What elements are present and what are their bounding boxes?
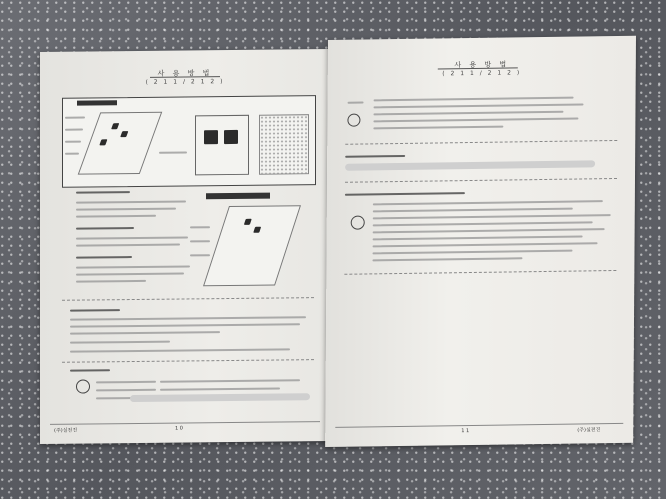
device-button — [99, 139, 107, 145]
section-divider — [62, 359, 314, 363]
text-line — [76, 215, 156, 218]
figure-panel-top — [62, 95, 316, 188]
section-divider — [344, 270, 616, 275]
text-line — [160, 379, 300, 382]
section-divider — [62, 297, 314, 301]
text-line — [373, 200, 603, 205]
text-line — [76, 208, 176, 211]
device-illustration-2 — [203, 205, 301, 286]
text-line — [76, 236, 188, 239]
note-pill — [345, 160, 595, 170]
right-page-subtitle: ( 2 1 1 / 2 1 2 ) — [442, 69, 522, 78]
text-line — [373, 208, 573, 213]
right-footer-brand: (주)실전진 — [577, 427, 601, 434]
section-divider — [345, 140, 617, 145]
left-page-title: 사 용 방 법 — [157, 69, 213, 78]
figure-2-tag — [206, 193, 270, 200]
callout-label — [190, 254, 210, 256]
left-page-number: 1 0 — [175, 425, 183, 432]
right-page-title: 사 용 방 법 — [454, 60, 510, 70]
closeup-button-left — [204, 130, 218, 144]
callout-label — [190, 226, 210, 228]
right-page — [325, 36, 636, 447]
list-label — [96, 389, 156, 392]
right-page-number: 1 1 — [461, 428, 470, 435]
text-line — [373, 126, 503, 130]
text-line — [373, 242, 598, 247]
device-button — [244, 219, 252, 225]
block-3-title — [345, 192, 465, 196]
text-line — [70, 341, 170, 344]
left-page-subtitle: ( 2 1 1 / 2 1 2 ) — [145, 78, 225, 86]
device-button — [253, 227, 261, 233]
callout-label — [65, 153, 79, 155]
block-label — [348, 102, 364, 104]
no-power-icon — [351, 215, 365, 229]
section-3-title — [76, 256, 132, 259]
text-line — [70, 348, 290, 352]
text-line — [373, 221, 593, 226]
text-line — [373, 214, 611, 219]
device-illustration — [78, 112, 163, 175]
text-line — [76, 200, 186, 203]
text-line — [70, 316, 306, 320]
callout-label — [159, 151, 187, 153]
text-line — [374, 97, 574, 102]
text-line — [373, 235, 583, 240]
text-line — [373, 228, 605, 233]
section-4-title — [70, 309, 120, 312]
face-icon — [347, 114, 360, 127]
section-2-title — [76, 227, 134, 230]
callout-label — [65, 129, 83, 131]
text-line — [76, 280, 146, 283]
clock-icon — [76, 379, 90, 393]
callout-label — [65, 141, 81, 143]
text-line — [160, 387, 280, 390]
block-2-title — [345, 155, 405, 158]
figure-tag — [77, 100, 117, 105]
text-line — [373, 118, 578, 123]
device-button — [120, 131, 128, 137]
callout-label — [190, 240, 210, 242]
footer-rule — [50, 421, 320, 425]
text-line — [372, 257, 522, 261]
section-1-title — [76, 191, 130, 194]
text-line — [76, 272, 184, 275]
callout-label — [65, 117, 85, 119]
text-line — [76, 265, 190, 268]
section-divider — [345, 178, 617, 183]
text-line — [372, 250, 572, 255]
left-footer-brand: (주)실전진 — [54, 427, 78, 434]
text-line — [373, 111, 563, 116]
closeup-button-right — [224, 130, 238, 144]
text-line — [70, 331, 220, 335]
button-closeup — [195, 115, 249, 176]
device-button — [111, 123, 119, 129]
text-line — [374, 103, 584, 108]
left-page — [40, 49, 330, 444]
list-label — [96, 381, 156, 384]
text-line — [76, 244, 180, 247]
speaker-grille-closeup — [259, 114, 309, 175]
note-pill — [130, 393, 310, 402]
text-line — [70, 323, 300, 327]
section-5-title — [70, 369, 110, 371]
